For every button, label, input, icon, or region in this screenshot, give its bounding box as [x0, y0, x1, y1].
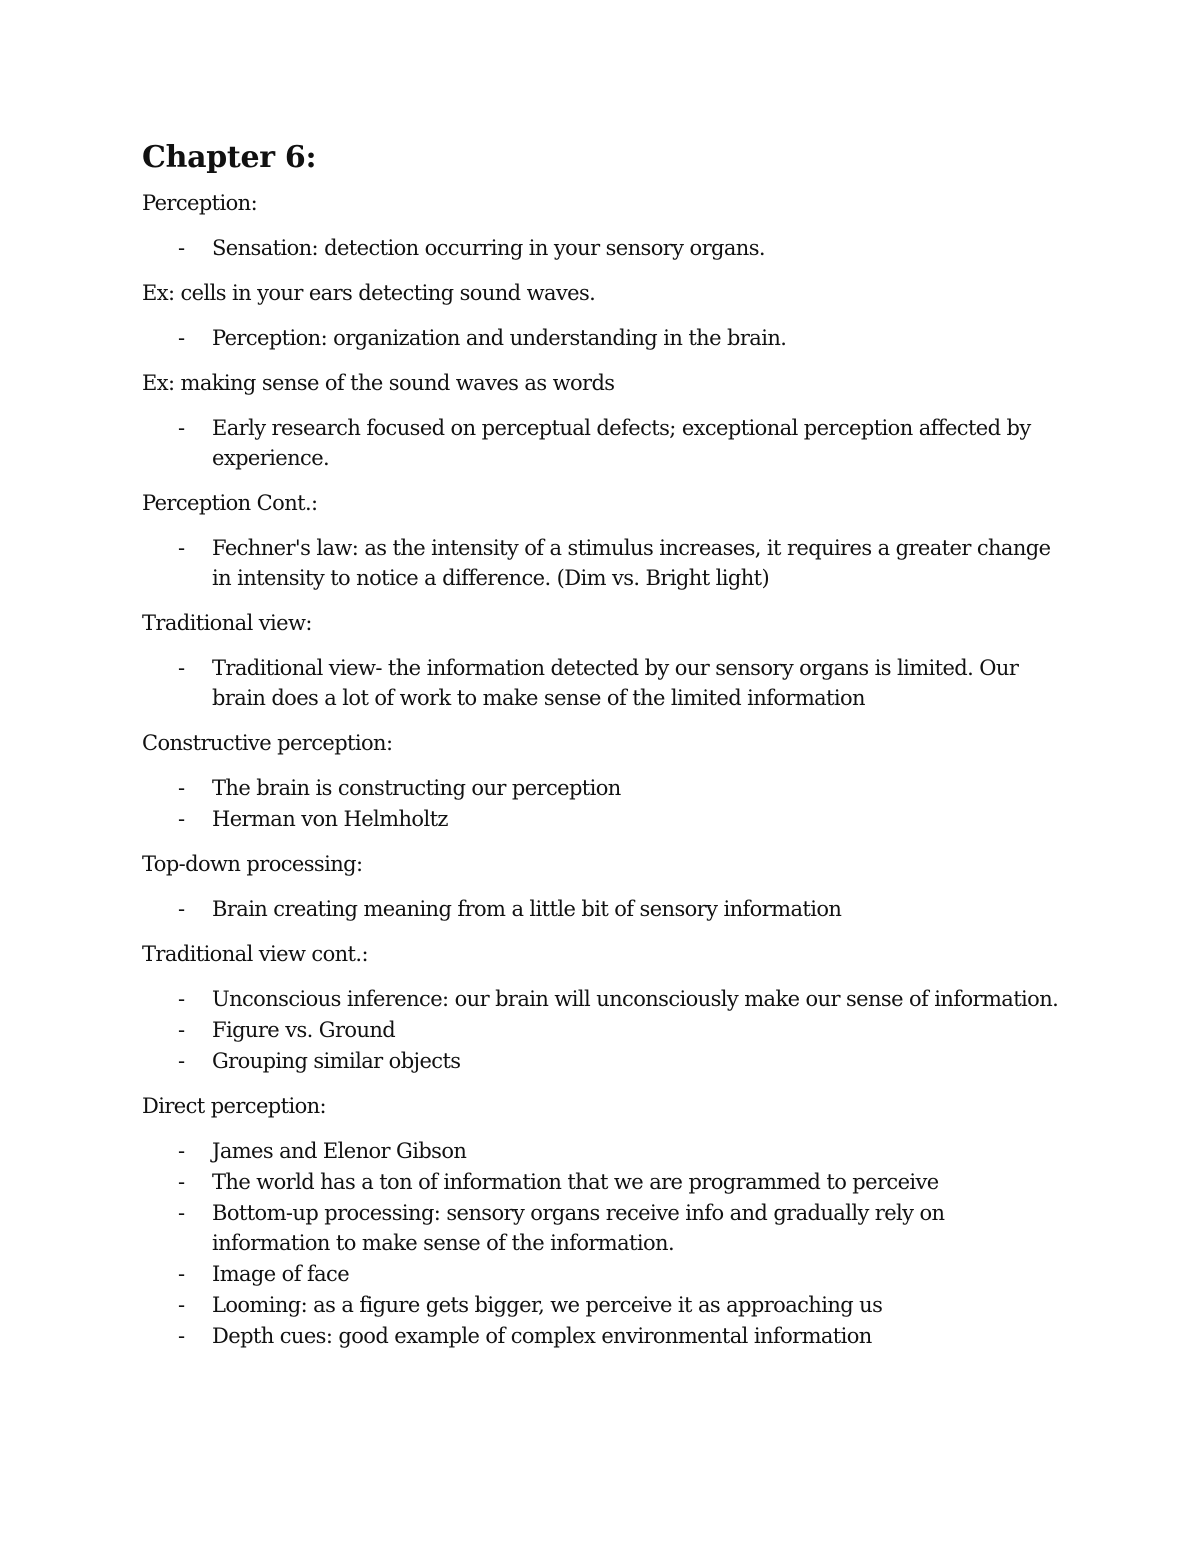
section-heading: Traditional view: [142, 611, 312, 635]
list-item: - James and Elenor Gibson [142, 1136, 1062, 1166]
bullet-list [142, 323, 1062, 353]
bullet-list [142, 773, 1062, 834]
dash-bullet: - [178, 987, 185, 1011]
list-item: - Grouping similar objects [142, 1046, 1062, 1076]
section-heading: Direct perception: [142, 1094, 327, 1118]
bullet-list [142, 413, 1062, 473]
dash-bullet: - [178, 807, 185, 831]
dash-bullet: - [178, 1139, 185, 1163]
section-heading: Constructive perception: [142, 731, 393, 755]
section-heading: Perception Cont.: [142, 491, 318, 515]
list-item: - Fechner's law: as the intensity of a stimulus increases, it requires a greater change in intensity to notice a difference. (Dim vs. Bright light) [142, 533, 1062, 593]
section-example-ears [142, 278, 1062, 353]
bullet-list [142, 894, 1062, 924]
section-heading: Top-down processing: [142, 852, 363, 876]
section-example-words [142, 368, 1062, 473]
section-traditional-view-cont [142, 939, 1062, 1076]
dash-bullet: - [178, 1170, 185, 1194]
list-item: - The brain is constructing our perception [142, 773, 1062, 803]
list-item: - Sensation: detection occurring in your sensory organs. [142, 233, 1062, 263]
section-traditional-view [142, 608, 1062, 713]
dash-bullet: - [178, 326, 185, 350]
list-item: - Bottom-up processing: sensory organs receive info and gradually rely on information to make sense of the information. [142, 1198, 1062, 1258]
section-heading: Perception: [142, 191, 258, 215]
chapter-title: Chapter 6: [142, 140, 317, 175]
bullet-list [142, 233, 1062, 263]
dash-bullet: - [178, 536, 185, 560]
list-item: - Perception: organization and understanding in the brain. [142, 323, 1062, 353]
list-item: - Looming: as a figure gets bigger, we perceive it as approaching us [142, 1290, 1062, 1320]
dash-bullet: - [178, 1049, 185, 1073]
list-item: - Brain creating meaning from a little bit of sensory information [142, 894, 1062, 924]
bullet-list [142, 533, 1062, 593]
dash-bullet: - [178, 1018, 185, 1042]
section-top-down-processing [142, 849, 1062, 924]
section-constructive-perception [142, 728, 1062, 834]
section-heading: Ex: cells in your ears detecting sound waves. [142, 281, 596, 305]
dash-bullet: - [178, 776, 185, 800]
list-item: - Traditional view- the information detected by our sensory organs is limited. Our brain does a lot of work to make sense of the limited information [142, 653, 1062, 713]
bullet-list [142, 1136, 1062, 1351]
section-perception-cont [142, 488, 1062, 593]
dash-bullet: - [178, 416, 185, 440]
document-page [142, 138, 1062, 1366]
list-item: - Herman von Helmholtz [142, 804, 1062, 834]
list-item: - Early research focused on perceptual defects; exceptional perception affected by experience. [142, 413, 1062, 473]
dash-bullet: - [178, 236, 185, 260]
bullet-list [142, 984, 1062, 1076]
dash-bullet: - [178, 1201, 185, 1225]
bullet-list [142, 653, 1062, 713]
section-perception [142, 188, 1062, 263]
list-item: - The world has a ton of information that we are programmed to perceive [142, 1167, 1062, 1197]
dash-bullet: - [178, 897, 185, 921]
list-item: - Image of face [142, 1259, 1062, 1289]
list-item: - Depth cues: good example of complex environmental information [142, 1321, 1062, 1351]
section-heading: Ex: making sense of the sound waves as words [142, 371, 615, 395]
section-direct-perception [142, 1091, 1062, 1351]
dash-bullet: - [178, 656, 185, 680]
dash-bullet: - [178, 1262, 185, 1286]
list-item: - Figure vs. Ground [142, 1015, 1062, 1045]
dash-bullet: - [178, 1293, 185, 1317]
dash-bullet: - [178, 1324, 185, 1348]
section-heading: Traditional view cont.: [142, 942, 368, 966]
list-item: - Unconscious inference: our brain will unconsciously make our sense of information. [142, 984, 1062, 1014]
